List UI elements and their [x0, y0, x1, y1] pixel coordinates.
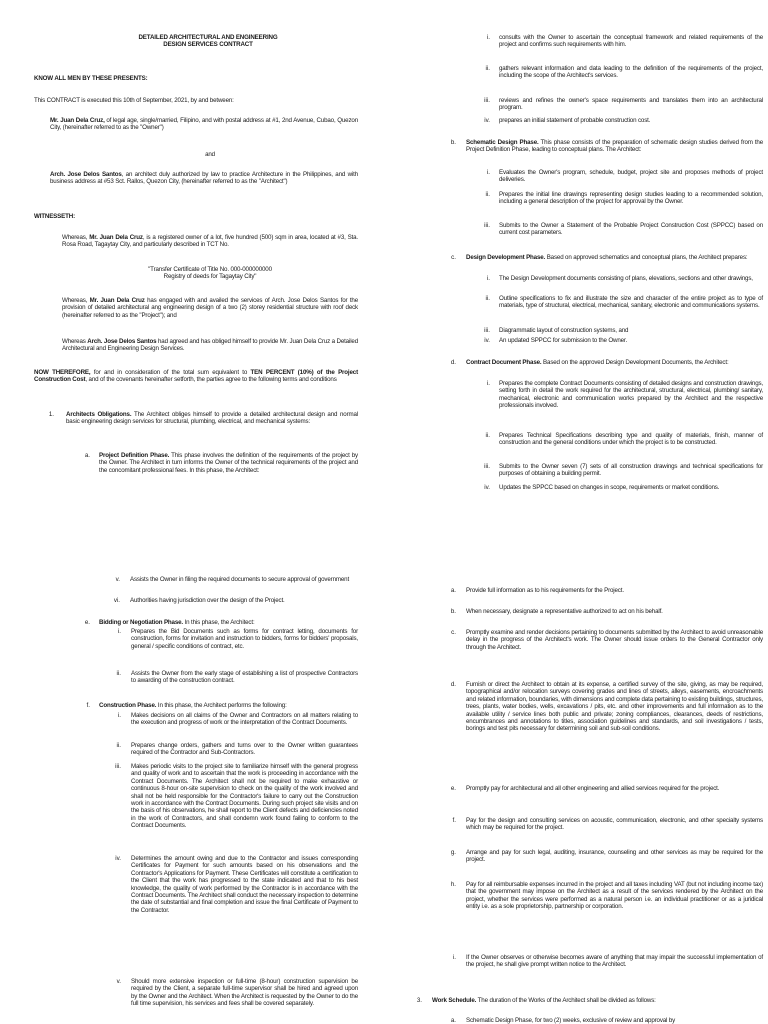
phase-d-title: Contract Document Phase. [466, 359, 542, 366]
ten-percent-term: TEN PERCENT (10%) of the Project Construction Cost [34, 369, 358, 384]
phase-e-text: In this phase, the Architect: [183, 619, 255, 626]
whereas-3 [62, 338, 358, 353]
item-marker: iv. [484, 337, 490, 344]
phase-d-item-iii: Submits to the Owner seven (7) sets of all construction drawings and technical specifications for purposes of obtaining a building permit. [499, 463, 763, 478]
item-marker: b. [450, 608, 456, 615]
section-1-title: Architects Obligations. [66, 411, 132, 418]
phase-f-item-iii: Makes periodic visits to the project site to familiarize himself with the general progress and quality of work and to ascertain that the work is proceeding in accordance with the Contract Documents. The Architect shall not be required to make exhaustive or continuous 8-hour on-site supervision to check on the quality of the work involved and shall not be held responsible for the Contractor's failure to carry out the Construction work in accordance with the Contract Documents. During such project site visits and on the basis of his observations, he shall report to the Client defects and deficiencies noted in the work of Contractors, and shall condemn work found failing to conform to the Contract Documents. [131, 763, 358, 830]
item-marker: h. [450, 881, 456, 888]
title-line-2: DESIGN SERVICES CONTRACT [163, 41, 253, 49]
owner-name: Mr. Juan Dela Cruz, [50, 117, 105, 124]
phase-a-item-i: consults with the Owner to ascertain the conceptual framework and related requirements of the project and confirms such requirements with him. [499, 34, 763, 49]
architect-party [50, 171, 358, 186]
phase-a-item-ii: gathers relevant information and data leading to the definition of the requirements of the project, including the scope of the Architect's services. [499, 65, 763, 80]
phase-e-item-i: Prepares the Bid Documents such as forms for contract letting, documents for construction, forms for invitation and instruction to bidders, forms for bidders' proposals, general / specific conditions of contract, etc. [131, 628, 358, 650]
item-marker: iv. [484, 484, 490, 491]
item-marker: i. [117, 712, 121, 719]
section-1-number: 1. [48, 411, 54, 418]
intro-line: This CONTRACT is executed this 10th of September, 2021, by and between: [34, 97, 234, 104]
phase-f-item-iv: Determines the amount owing and due to the Contractor and issues corresponding Certificates for Payment for such amounts based on his observations and the Contractor's Applications for Payment. These Certificates will constitute a certification to the Client that the work has progressed to the state indicated and that to his best knowledge, the quality of work performed by the Contractor is in accordance with the Contract Documents. The Architect shall conduct the necessary inspection to determine the date of substantial and final completion and issue the final Certificate of Payment to the Contractor. [131, 855, 358, 914]
item-marker: iii. [484, 222, 490, 229]
section-1-text: The Architect obliges himself to provide a detailed architectural design and normal basic engineering design services for structural, plumbing, electrical, and mechanical systems: [66, 411, 359, 426]
phase-c-marker: c. [451, 254, 456, 261]
phase-b-title: Schematic Design Phase. [466, 139, 539, 146]
section-3-title: Work Schedule. [432, 997, 477, 1004]
item-marker: ii. [485, 432, 490, 439]
item-marker: v. [116, 978, 121, 985]
item-marker: ii. [485, 295, 490, 302]
phase-a-title: Project Definition Phase. [99, 452, 170, 459]
phase-d-item-ii: Prepares Technical Specifications describing type and quality of materials, finish, manner of construction and the general conditions under which the project is to be constructed. [499, 432, 763, 447]
item-marker: d. [450, 681, 456, 688]
phase-c-item-iv: An updated SPPCC for submission to the Owner. [499, 337, 628, 344]
whereas-2-name: Mr. Juan Dela Cruz [89, 297, 145, 304]
phase-b-text: This phase consists of the preparation of schematic design studies derived from the Project Definition Phase, leading to conceptual plans. The Architect: [466, 139, 763, 154]
whereas-3-lead: Whereas [62, 338, 88, 345]
section-1-architects-obligations [66, 411, 358, 426]
whereas-1-lead: Whereas, [62, 234, 90, 241]
schedule-item-a: Schematic Design Phase, for two (2) weeks, exclusive of review and approval by [466, 1017, 676, 1024]
item-marker: g. [450, 849, 456, 856]
owner-item-h: Pay for all reimbursable expenses incurred in the project and all taxes including VAT (but not including income tax) that the government may impose on the Architect as a result of the services rendered by the Architect on the project, whether the services were performed as a natural person i.e. an individual practitioner or as a juridical entity i.e. as a sole proprietorship, partnership or corporation. [466, 881, 763, 911]
item-marker: v. [115, 576, 120, 583]
contract-title [108, 34, 308, 49]
item-marker: iii. [484, 97, 490, 104]
item-marker: ii. [116, 670, 121, 677]
tct-line-1: "Transfer Certificate of Title No. 000-000000000 [148, 266, 272, 273]
phase-e-title: Bidding or Negotiation Phase. [99, 619, 183, 626]
section-3-number: 3. [416, 997, 422, 1004]
now-therefore-text-2: , and of the covenants hereinafter setforth, the parties agree to the following terms and conditions [85, 376, 337, 384]
owner-item-c: Promptly examine and render decisions pertaining to documents submitted by the Architect to avoid unreasonable delay in the progress of the Architect's work. The Owner should issue orders to the General Contractor only through the Architect. [466, 629, 763, 651]
owner-item-f: Pay for the design and consulting services on acoustic, communication, electronic, and other specialty systems which may be required for the project. [466, 817, 763, 832]
whereas-2-lead: Whereas, [62, 297, 90, 304]
item-marker: iii. [484, 463, 490, 470]
phase-f-item-v: Should more extensive inspection or full-time (8-hour) construction supervision be required by the Client, a separate full-time supervisor shall be hired and agreed upon by the Owner and the Architect. When the Architect is requested by the Owner to do the full time supervision, his services and fees shall be covered separately. [131, 978, 358, 1008]
phase-c-item-ii: Outline specifications to fix and illustrate the size and character of the entire project as to type of materials, type of structural, electrical, mechanical, sanitary, electronic and communications systems. [499, 295, 763, 310]
phase-item-vi: Authorities having jurisdiction over the design of the Project. [130, 597, 285, 604]
item-marker: e. [450, 785, 456, 792]
architect-details: , an architect duly authorized by law to practice Architecture in the Philippines, and with business address at #53 Sct. Rallos, Quezon City, (hereinafter referred to as the "Architect") [50, 171, 358, 186]
item-marker: f. [452, 817, 456, 824]
phase-f-title: Construction Phase. [99, 702, 157, 709]
phase-d-text: Based on the approved Design Development Documents, the Architect: [541, 359, 729, 366]
phase-a-item-iii: reviews and refines the owner's space requirements and translates them into an architectural program. [499, 97, 763, 112]
phase-d-item-i: Prepares the complete Contract Documents consisting of detailed designs and construction drawings, setting forth in detail the work required for the architectural, structural, electrical, plumbing/ sanitary, mechanical, electronic and communication works prepared by the Architect and the respective professionals involved. [499, 380, 763, 410]
phase-f-item-i: Makes decisions on all claims of the Owner and Contractors on all matters relating to the execution and progress of work or the interpretation of the Contract Documents. [131, 712, 358, 727]
phase-c-item-i: The Design Development documents consisting of plans, elevations, sections and other drawings, [499, 275, 753, 282]
phase-a-marker: a. [84, 452, 90, 459]
tct-block [110, 266, 310, 281]
phase-b-item-i: Evaluates the Owner's program, schedule, budget, project site and proposes methods of project deliveries. [499, 169, 763, 184]
phase-c-text: Based on approved schematics and conceptual plans, the Architect prepares: [545, 254, 748, 261]
phase-f-item-ii: Prepares change orders, gathers and turns over to the Owner written guarantees required of the Contractor and Sub-Contractors. [131, 742, 358, 757]
and-word: and [205, 151, 215, 158]
phase-d-marker: d. [450, 359, 456, 366]
owner-item-b: When necessary, designate a representative authorized to act on his behalf. [466, 608, 663, 615]
phase-f-text: In this phase, the Architect performs the following: [156, 702, 287, 709]
item-marker: vi. [113, 597, 120, 604]
phase-d-item-iv: Updates the SPPCC based on changes in scope, requirements or market conditions. [499, 484, 720, 491]
phase-c-design-development [466, 254, 763, 261]
phase-f-construction [99, 702, 358, 709]
item-marker: ii. [485, 191, 490, 198]
whereas-1 [62, 234, 358, 249]
item-marker: a. [450, 587, 456, 594]
item-marker: iii. [115, 763, 121, 770]
architect-name: Arch. Jose Delos Santos [50, 171, 122, 178]
owner-details: of legal age, single/married, Filipino, and with postal address at #1, 2nd Avenue, Cubao, Quezon City, (hereinafter referred to as the "Owner") [50, 117, 358, 132]
phase-b-marker: b. [450, 139, 456, 146]
phase-d-contract-document [466, 359, 763, 366]
phase-item-v: Assists the Owner in filing the required documents to secure approval of government [130, 576, 350, 583]
whereas-3-text: had agreed and has obliged himself to provide Mr. Juan Dela Cruz a Detailed Architectural and Engineering Design Services. [62, 338, 359, 353]
phase-e-marker: e. [84, 619, 90, 626]
whereas-1-text: , is a registered owner of a lot, five hundred (500) sqm in area, located at #3, Sta. Rosa Road, Tagaytay City, and particularly described in TCT No. [62, 234, 358, 249]
tct-line-2: Registry of deeds for Tagaytay City" [163, 273, 257, 281]
section-3-text: The duration of the Works of the Architect shall be divided as follows: [476, 997, 656, 1004]
witnesseth-heading: WITNESSETH: [34, 213, 75, 220]
item-marker: i. [486, 275, 490, 282]
owner-item-a: Provide full information as to his requirements for the Project. [466, 587, 624, 594]
now-therefore-lead: NOW THEREFORE, [34, 369, 91, 376]
item-marker: iii. [484, 327, 490, 334]
item-marker: i. [452, 954, 456, 961]
whereas-1-name: Mr. Juan Dela Cruz [89, 234, 143, 241]
phase-b-schematic-design [466, 139, 763, 154]
phase-b-item-ii: Prepares the initial line drawings representing design studies leading to a recommended solution, including a general description of the project for approval by the Owner. [499, 191, 763, 206]
know-all-heading: KNOW ALL MEN BY THESE PRESENTS: [34, 75, 148, 82]
item-marker: i. [486, 169, 490, 176]
item-marker: ii. [116, 742, 121, 749]
whereas-2-text: has engaged with and availed the services of Arch. Jose Delos Santos for the provision of detailed architectural ang engineering design of a two (2) storey residential structure with roof deck (hereinafter referred to as the "Project"); and [62, 297, 358, 319]
item-marker: i. [486, 380, 490, 387]
phase-f-marker: f. [86, 702, 90, 709]
now-therefore [34, 369, 358, 384]
phase-c-item-iii: Diagrammatic layout of construction systems, and [499, 327, 629, 334]
item-marker: i. [486, 34, 490, 41]
item-marker: iv. [115, 855, 121, 862]
item-marker: c. [451, 629, 456, 636]
owner-party [50, 117, 358, 132]
phase-a-text: This phase involves the definition of the requirements of the project by the Owner. The Architect in turn informs the Owner of the technical requirements of the project and the concomitant professional fees. In this phase, the Architect: [99, 452, 358, 474]
phase-a-project-definition [99, 452, 358, 474]
phase-a-item-iv: prepares an initial statement of probable construction cost. [499, 117, 651, 124]
now-therefore-text-1: for and in consideration of the total sum equivalent to [90, 369, 251, 376]
title-line-1: DETAILED ARCHITECTURAL AND ENGINEERING [138, 34, 278, 41]
owner-item-d: Furnish or direct the Architect to obtain at its expense, a certified survey of the site, giving, as may be required, topographical and/or relocation surveys covering grades and lines of streets, alleys, easements, encroachments and related information, boundaries, with dimensions and complete data pertaining to existing buildings, structures, trees, plants, water bodies, wells, excavations / pits, etc. and other improvements and full information as to the available utility / service lines both public and private; zoning compliances, clearances, deeds of restrictions, encumbrances and annotations to titles, association guidelines and standards, and soil investigations / tests, borings and test pits necessary for determining soil and sub-soil conditions. [466, 681, 763, 733]
section-3-work-schedule [432, 997, 763, 1004]
whereas-2 [62, 297, 358, 319]
item-marker: ii. [485, 65, 490, 72]
owner-item-e: Promptly pay for architectural and all other engineering and allied services required for the project. [466, 785, 720, 792]
owner-item-i: If the Owner observes or otherwise becomes aware of anything that may impair the successful implementation of the project, he shall give prompt written notice to the Architect. [466, 954, 763, 969]
owner-item-g: Arrange and pay for such legal, auditing, insurance, counseling and other services as may be required for the project. [466, 849, 763, 864]
phase-c-title: Design Development Phase. [466, 254, 546, 261]
phase-b-item-iii: Submits to the Owner a Statement of the Probable Project Construction Cost (SPPCC) based on current cost parameters. [499, 222, 763, 237]
whereas-3-name: Arch. Jose Delos Santos [87, 338, 157, 345]
schedule-a-marker: a. [450, 1017, 456, 1024]
phase-e-bidding-negotiation [99, 619, 358, 626]
item-marker: iv. [484, 117, 490, 124]
phase-e-item-ii: Assists the Owner from the early stage of establishing a list of prospective Contractors to awarding of the construction contract. [131, 670, 358, 685]
item-marker: i. [117, 628, 121, 635]
